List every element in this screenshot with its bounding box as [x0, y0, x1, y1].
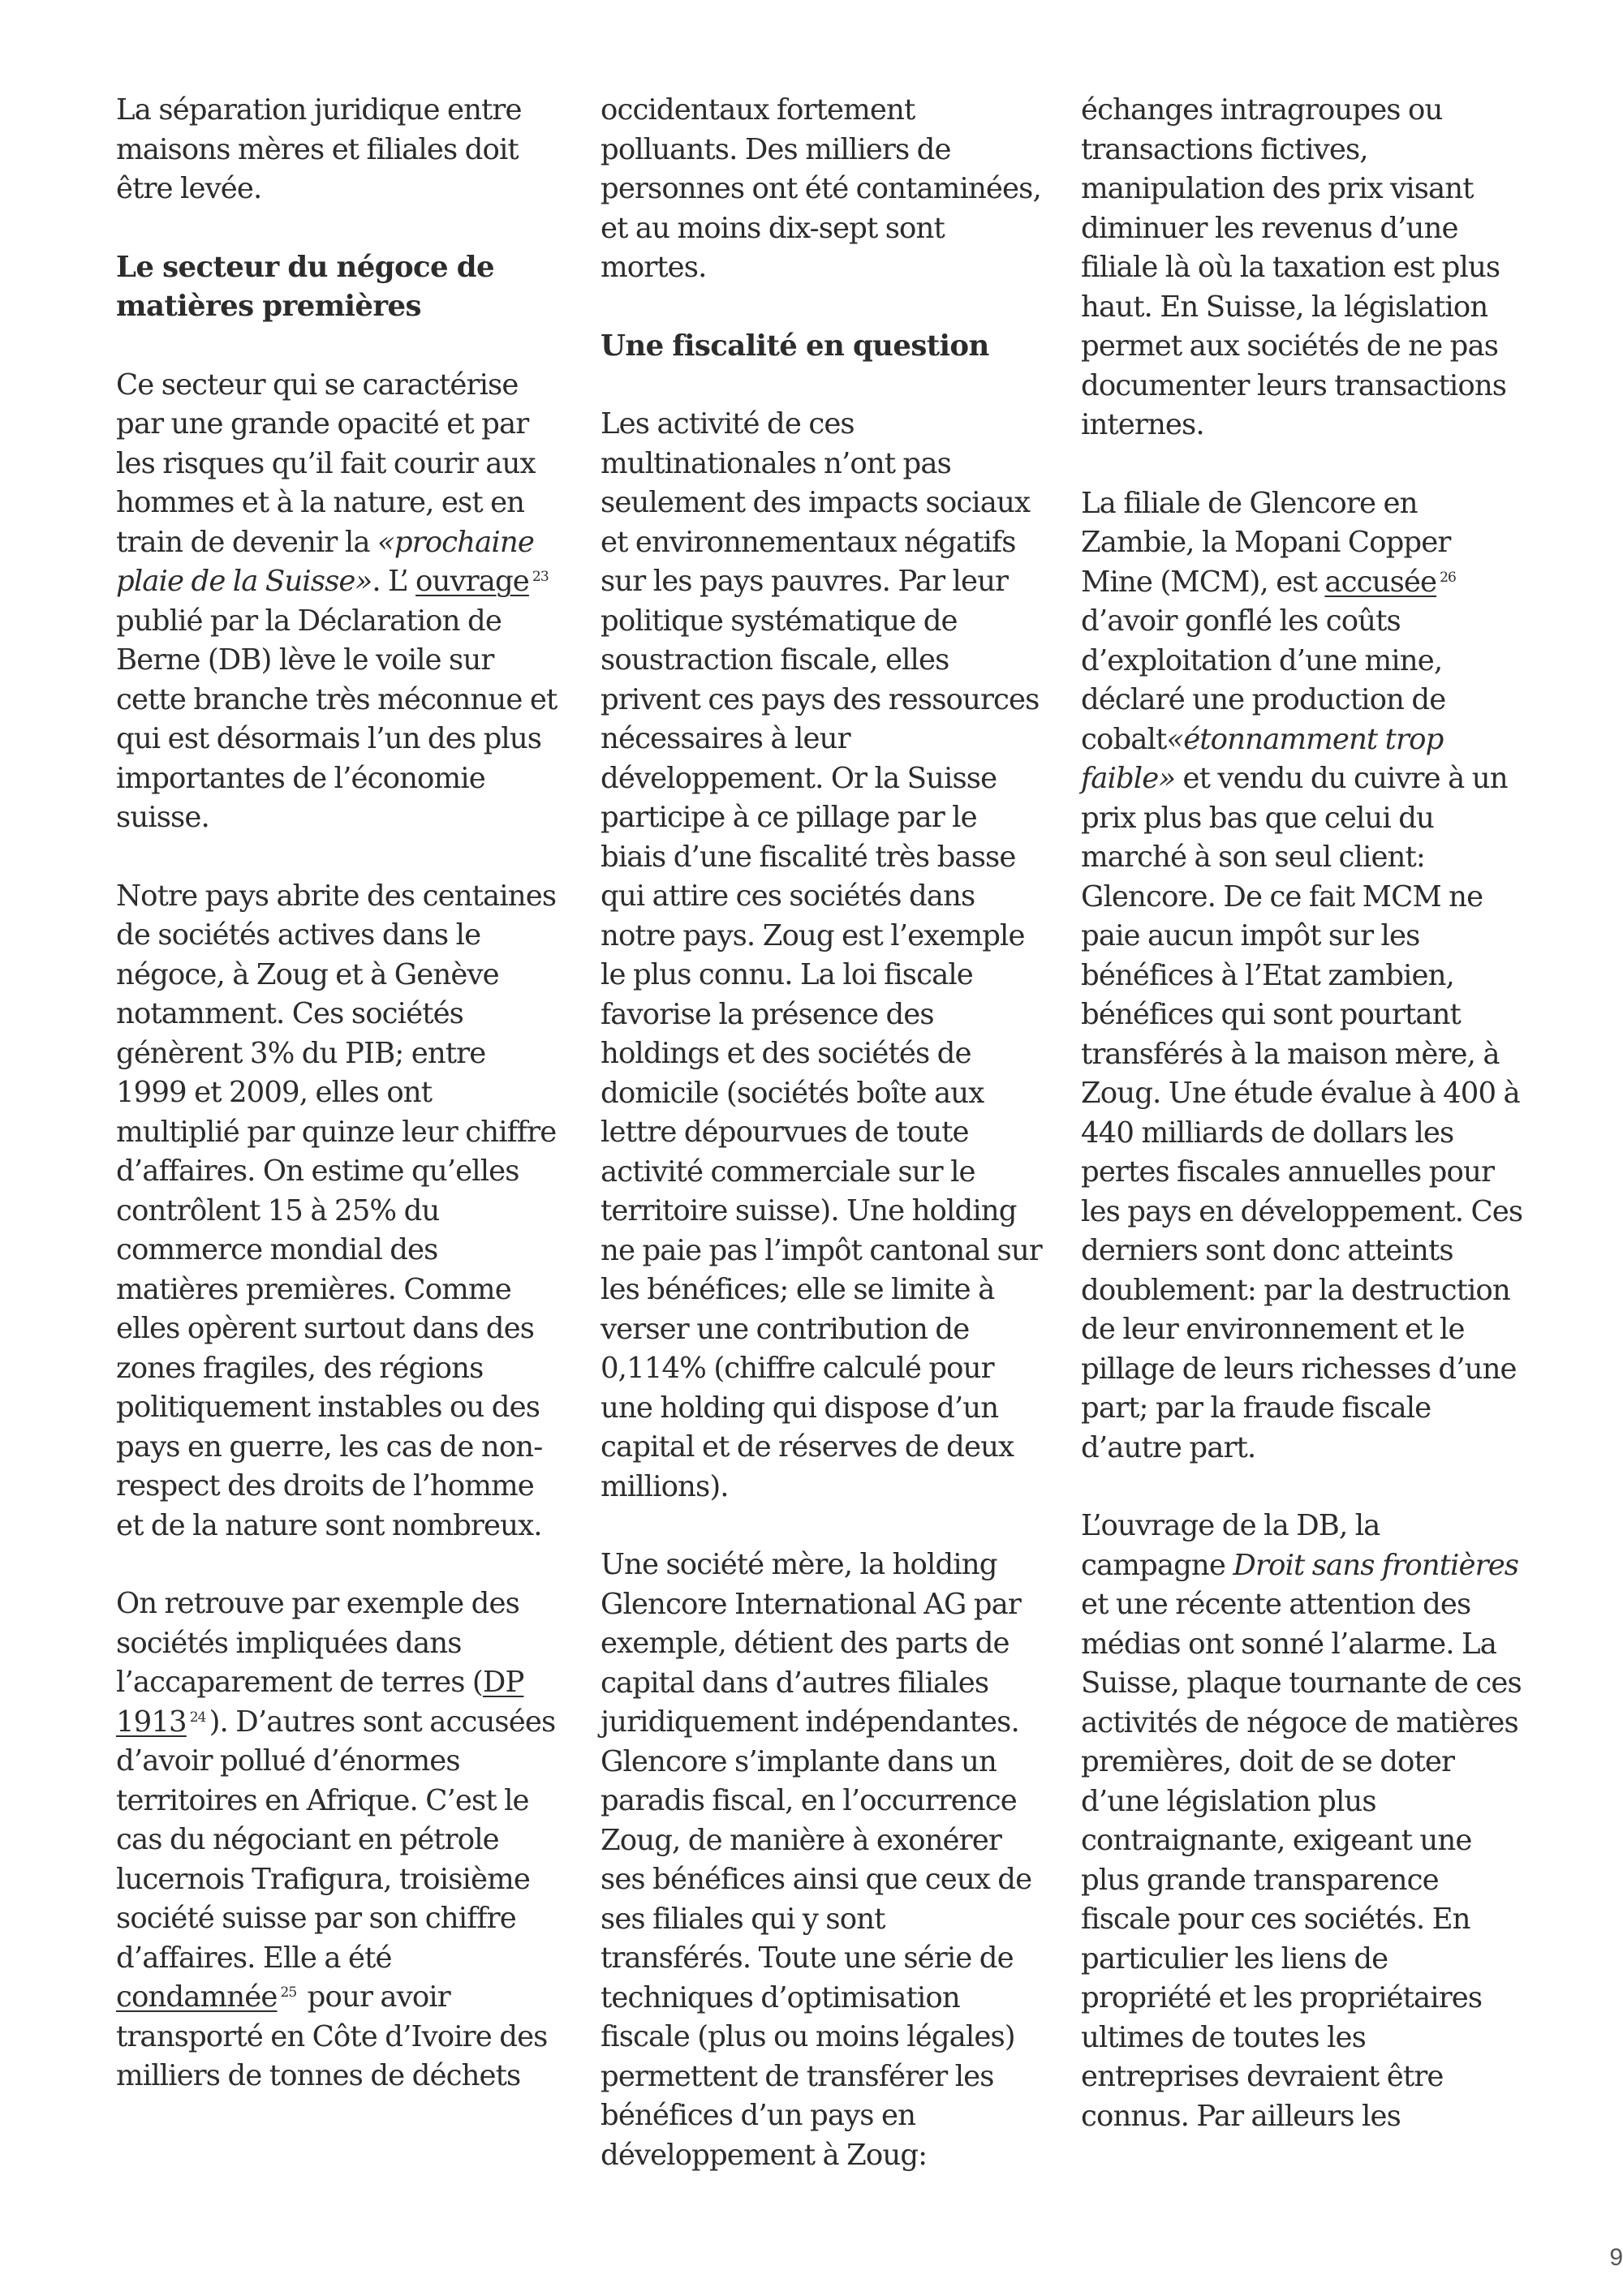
- text-run: et vendu du cuivre à un prix plus bas que celui du marché à son seul client: Glencore. De ce fait MCM ne paie aucun impôt sur les bénéfices à l’Etat zambien, bénéfices qui sont pourtant transférés à la maison mère, à Zoug. Une étude évalue à 400 à 440 milliards de dollars les pertes fiscales annuelles pour les pays en développement. Ces derniers sont donc atteints doublement: par la destruction de leur environnement et le pillage de leurs richesses d’une part; par la fraude fiscale d’autre part.: [1081, 762, 1523, 1464]
- footnote-ref[interactable]: 26: [1440, 569, 1456, 586]
- text-run: et une récente attention des médias ont sonné l’alarme. La Suisse, plaque tournante de ces activités de négoce de matières premières, doit de se doter d’une législation plus contraignante, exigeant une plus grande transparence fiscale pour ces sociétés. En particulier les liens de propriété et les propriétaires ultimes de toutes les entreprises devraient être connus. Par ailleurs les: [1081, 1588, 1522, 2133]
- paragraph: échanges intragroupes ou transactions fictives, manipulation des prix visant diminuer les revenus d’une filiale là où la taxation est plus haut. En Suisse, la législation permet aux sociétés de ne pas documenter leurs transactions internes.: [1081, 93, 1507, 441]
- ouvrage-link[interactable]: ouvrage: [415, 565, 529, 598]
- paragraph: [116, 366, 558, 838]
- paragraph: Les activité de ces multinationales n’ont pas seulement des impacts sociaux et environnementaux négatifs sur les pays pauvres. Par leur politique systématique de soustraction fiscale, elles privent ces pays des ressources nécessaires à leur développement. Or la Suisse participe à ce pillage par le biais d’une fiscalité très basse qui attire ces sociétés dans notre pays. Zoug est l’exemple le plus connu. La loi fiscale favorise la présence des holdings et des sociétés de domicile (sociétés boîte aux lettre dépourvues de toute activité commerciale sur le territoire suisse). Une holding ne paie pas l’impôt cantonal sur les bénéfices; elle se limite à verser une contribution de 0,114% (chiffre calculé pour une holding qui dispose d’un capital et de réserves de deux millions).: [601, 407, 1042, 1503]
- quote: «prochaine plaie de la Suisse»: [116, 525, 534, 598]
- column-left: [116, 91, 558, 2135]
- text-run: Ce secteur qui se caractérise par une grande opacité et par les risques qu’il fait courir aux hommes et à la nature, est en train de devenir la: [116, 368, 536, 559]
- accusee-link[interactable]: accusée: [1324, 565, 1437, 599]
- paragraph: occidentaux fortement polluants. Des milliers de personnes ont été contaminées, et au moins dix-sept sont mortes.: [601, 93, 1041, 284]
- footnote-ref[interactable]: 24: [189, 1709, 206, 1726]
- paragraph: Notre pays abrite des centaines de sociétés actives dans le négoce, à Zoug et à Genève notamment. Ces sociétés génèrent 3% du PIB; entre 1999 et 2009, elles ont multiplié par quinze leur chiffre d’affaires. On estime qu’elles contrôlent 15 à 25% du commerce mondial des matières premières. Comme elles opèrent surtout dans des zones fragiles, des régions politiquement instables ou des pays en guerre, les cas de non-respect des droits de l’homme et de la nature sont nombreux.: [116, 879, 557, 1542]
- text-run: d’avoir gonflé les coûts d’exploitation d’une mine, déclaré une production de cobalt: [1081, 604, 1446, 756]
- text-run: L’ouvrage de la DB, la campagne: [1081, 1509, 1380, 1582]
- footnote-ref[interactable]: 25: [280, 1984, 297, 2001]
- campaign-title: Droit sans frontières: [1233, 1548, 1519, 1582]
- section-heading: Le secteur du négoce de matières premières: [116, 250, 495, 323]
- paragraph: [1081, 1507, 1523, 2136]
- column-right: [1081, 91, 1523, 2175]
- section-heading: Une fiscalité en question: [601, 329, 989, 363]
- dp-1913-link[interactable]: DP 1913: [116, 1666, 524, 1739]
- text-run: . L’: [372, 565, 416, 598]
- paragraph: [1081, 484, 1523, 1468]
- quote: «étonnamment trop faible»: [1081, 722, 1444, 795]
- paragraph: [116, 1584, 558, 2096]
- text-run: publié par la Déclaration de Berne (DB) lève le voile sur cette branche très méconnue et qui est désormais l’un des plus importantes de l’économie suisse.: [116, 604, 558, 834]
- paragraph: La séparation juridique entre maisons mères et filiales doit être levée.: [116, 93, 522, 205]
- text-run: On retrouve par exemple des sociétés impliquées dans l’accaparement de terres (: [116, 1587, 519, 1699]
- footnote-ref[interactable]: 23: [532, 569, 549, 585]
- text-run: pour avoir transporté en Côte d’Ivoire des milliers de tonnes de déchets: [116, 1980, 548, 2092]
- text-run: La filiale de Glencore en Zambie, la Mopani Copper Mine (MCM), est: [1081, 486, 1451, 599]
- condamnee-link[interactable]: condamnée: [116, 1980, 278, 2014]
- text-run: ). D’autres sont accusées d’avoir pollué d’énormes territoires en Afrique. C’est le cas du négociant en pétrole lucernois Trafigura, troisième société suisse par son chiffre d’affaires. Elle a été: [116, 1705, 556, 1975]
- page-number: 9: [1609, 2244, 1623, 2271]
- paragraph: Une société mère, la holding Glencore International AG par exemple, détient des parts de capital dans d’autres filiales juridiquement indépendantes. Glencore s’implante dans un paradis fiscal, en l’occurrence Zoug, de manière à exonérer ses bénéfices ainsi que ceux de ses filiales qui y sont transférés. Toute une série de techniques d’optimisation fiscale (plus ou moins légales) permettent de transférer les bénéfices d’un pays en développement à Zoug:: [601, 1548, 1032, 2172]
- column-middle: [601, 91, 1043, 2214]
